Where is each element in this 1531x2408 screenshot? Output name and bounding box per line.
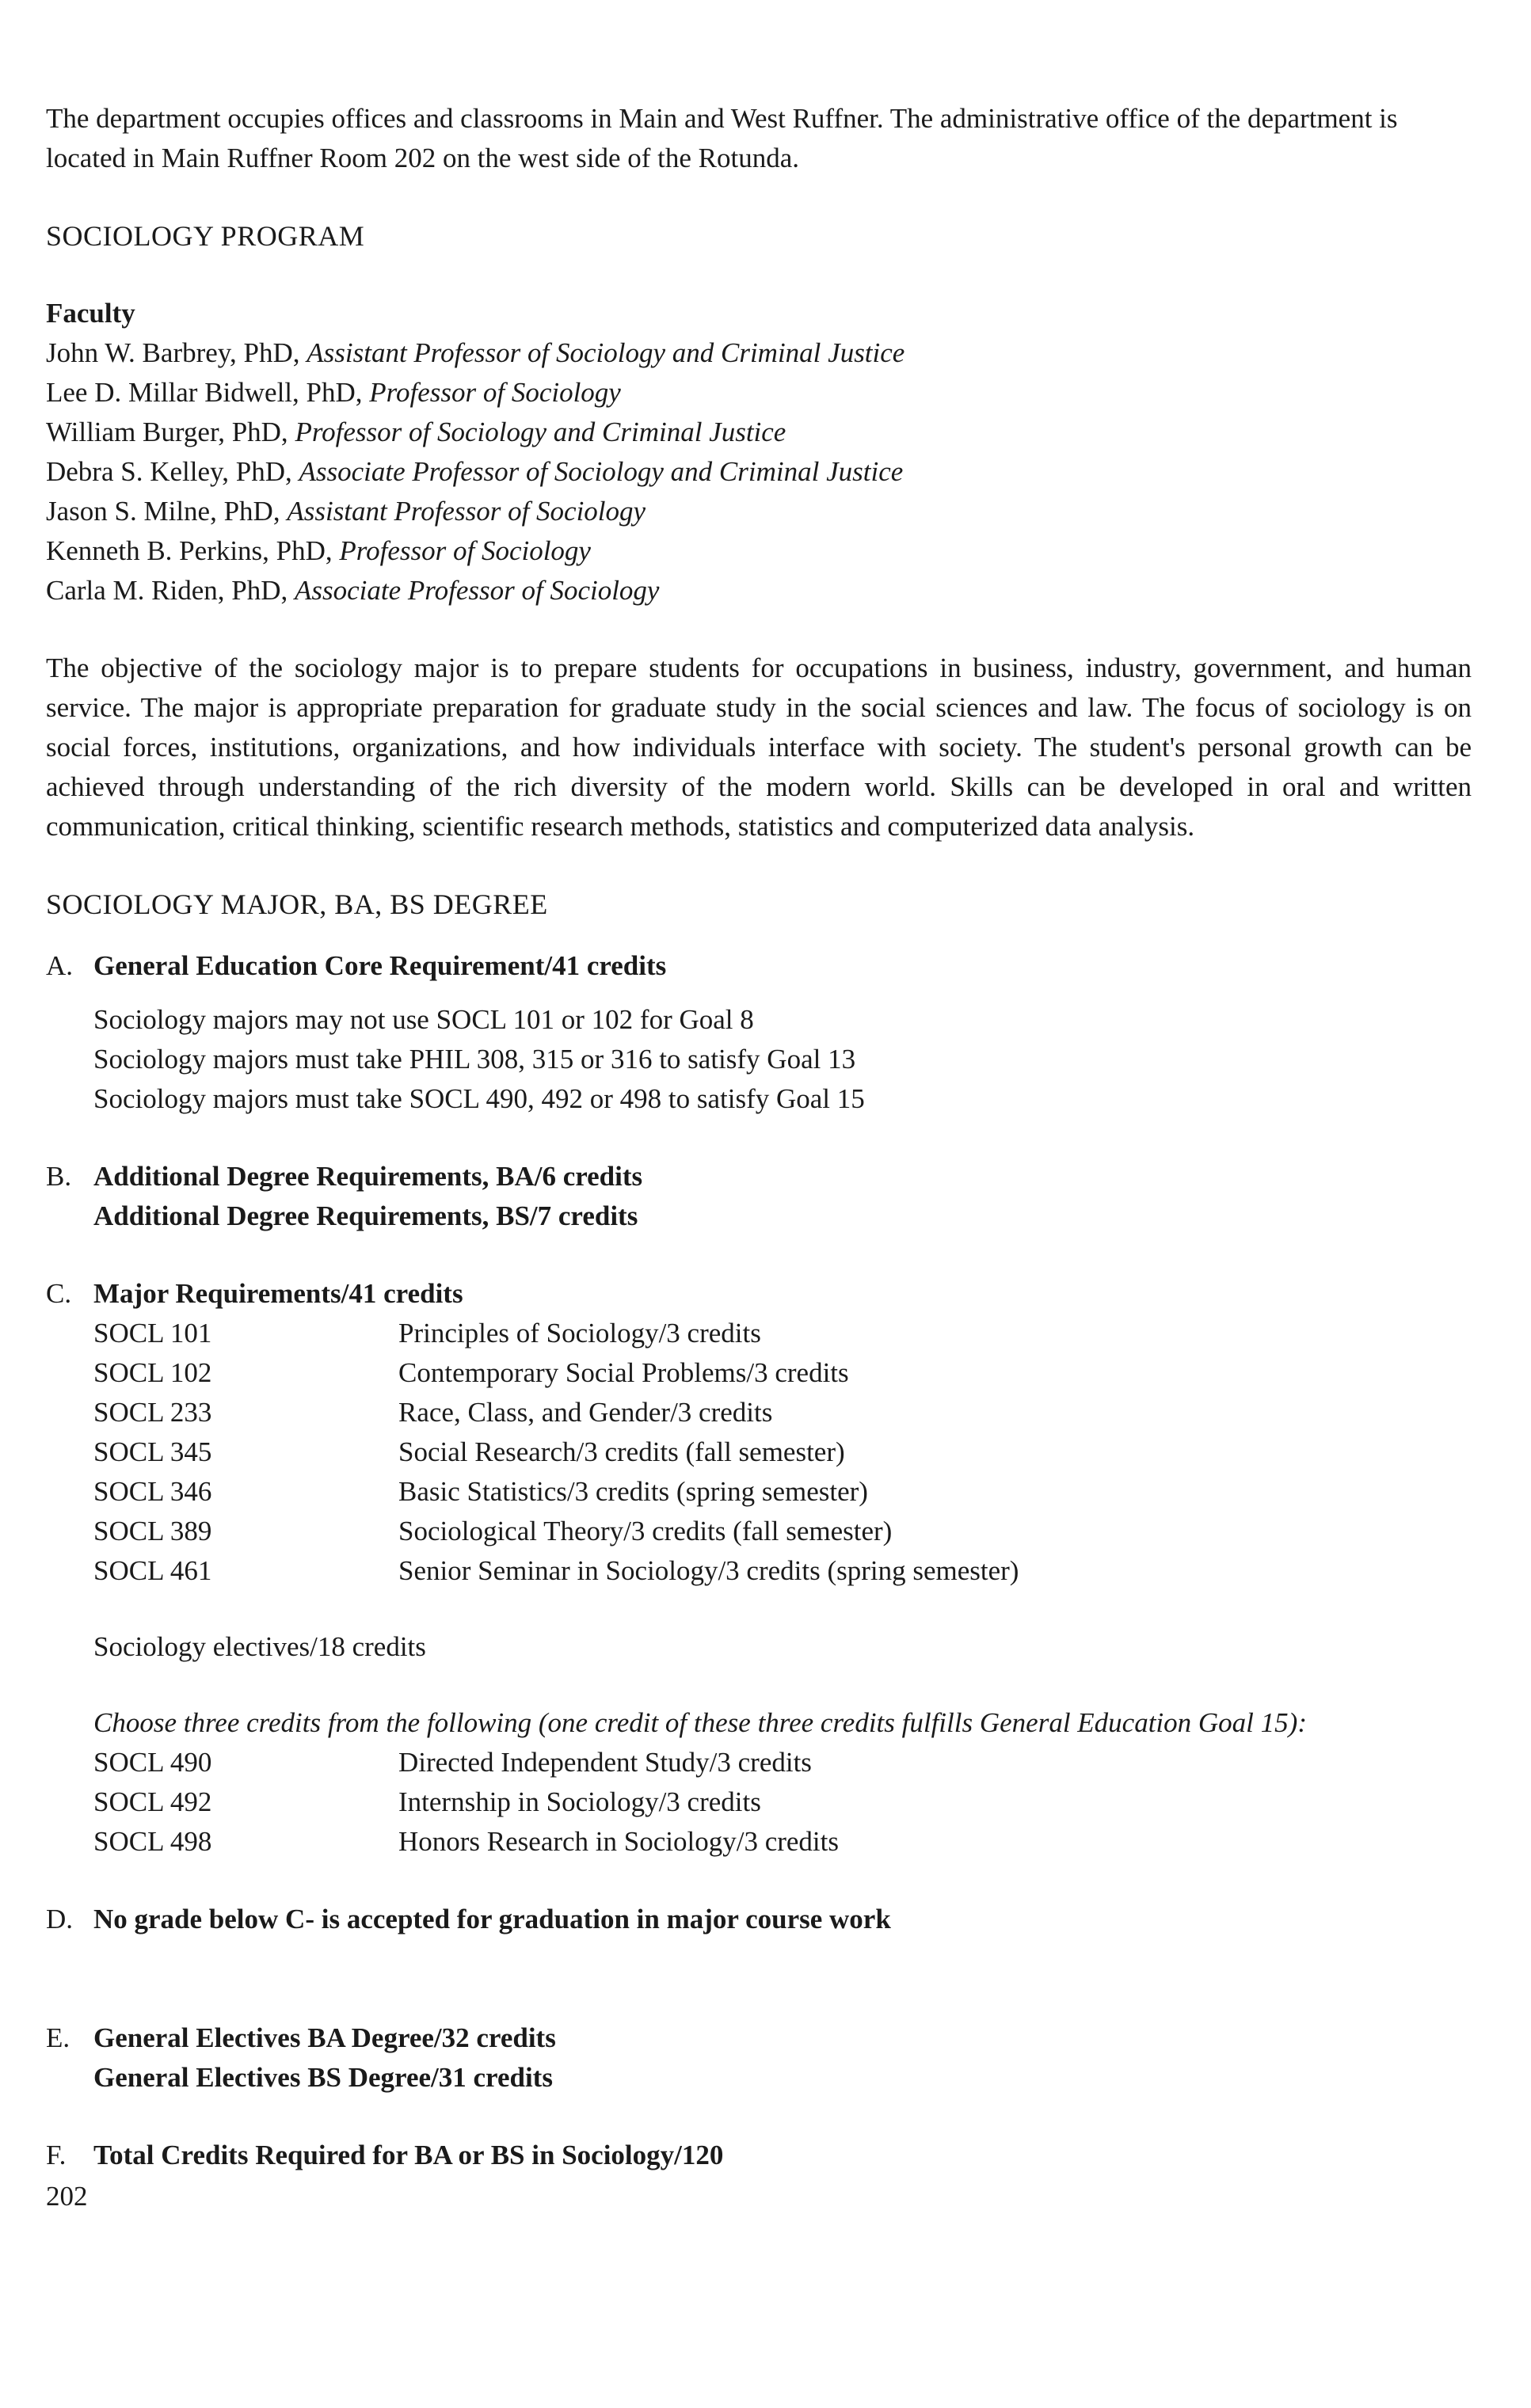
course-desc: Race, Class, and Gender/3 credits	[398, 1397, 773, 1428]
course-desc: Senior Seminar in Sociology/3 credits (spring semester)	[398, 1555, 1019, 1586]
section-letter: C.	[46, 1278, 72, 1309]
faculty-name: Carla M. Riden, PhD,	[46, 575, 295, 606]
section-letter: F.	[46, 2140, 67, 2170]
major-heading: SOCIOLOGY MAJOR, BA, BS DEGREE	[46, 888, 548, 920]
section-letter: A.	[46, 950, 74, 981]
section-a	[46, 946, 1472, 1119]
course-desc: Social Research/3 credits (fall semester)	[398, 1436, 845, 1467]
faculty-title-text: Assistant Professor of Sociology and Criminal Justice	[307, 337, 905, 368]
faculty-member	[46, 531, 1472, 571]
faculty-name: Debra S. Kelley, PhD,	[46, 456, 299, 487]
section-e	[46, 2018, 1472, 2098]
section-b-bs: Additional Degree Requirements, BS/7 credits	[93, 1200, 638, 1231]
section-d-text: No grade below C- is accepted for graduation in major course work	[93, 1904, 891, 1934]
course-desc: Contemporary Social Problems/3 credits	[398, 1357, 849, 1388]
course-row	[93, 1512, 1472, 1551]
faculty-member	[46, 333, 1472, 373]
section-e-bs: General Electives BS Degree/31 credits	[93, 2062, 553, 2093]
course-desc: Internship in Sociology/3 credits	[398, 1786, 761, 1817]
course-code: SOCL 101	[93, 1318, 212, 1349]
course-row	[93, 1822, 1472, 1862]
course-code: SOCL 233	[93, 1397, 212, 1428]
course-code: SOCL 490	[93, 1747, 212, 1778]
faculty-name: Lee D. Millar Bidwell, PhD,	[46, 377, 370, 408]
course-code: SOCL 498	[93, 1826, 212, 1857]
section-f-text: Total Credits Required for BA or BS in Sociology/120	[93, 2140, 724, 2170]
course-desc: Honors Research in Sociology/3 credits	[398, 1826, 840, 1857]
faculty-name: Jason S. Milne, PhD,	[46, 496, 288, 527]
course-row	[93, 1743, 1472, 1782]
page-number: 202	[46, 2181, 88, 2212]
program-heading: SOCIOLOGY PROGRAM	[46, 220, 365, 252]
faculty-member	[46, 571, 1472, 611]
section-a-note: Sociology majors must take SOCL 490, 492 or 498 to satisfy Goal 15	[93, 1083, 865, 1114]
faculty-title-text: Associate Professor of Sociology	[295, 575, 660, 606]
section-a-note: Sociology majors may not use SOCL 101 or 102 for Goal 8	[93, 1004, 754, 1035]
course-row	[93, 1393, 1472, 1432]
objective-paragraph: The objective of the sociology major is to prepare students for occupations in business, industry, government, and human service. The major is appropriate preparation for graduate study in the social sciences and law. The focus of sociology is on social forces, institutions, organizations, and how individuals interface with society. The student's personal growth can be achieved through understanding of the rich diversity of the modern world. Skills can be developed in oral and written communication, critical thinking, scientific research methods, statistics and computerized data analysis.	[46, 652, 1472, 842]
section-c-title: Major Requirements/41 credits	[93, 1278, 463, 1309]
faculty-title-text: Professor of Sociology and Criminal Justice	[295, 417, 786, 447]
course-row	[93, 1551, 1472, 1591]
section-e-ba: General Electives BA Degree/32 credits	[93, 2022, 556, 2053]
section-letter: E.	[46, 2022, 70, 2053]
faculty-name: John W. Barbrey, PhD,	[46, 337, 307, 368]
section-f	[46, 2136, 1472, 2175]
faculty-title-text: Professor of Sociology	[339, 535, 591, 566]
course-row	[93, 1314, 1472, 1353]
catalog-page	[46, 99, 1472, 2216]
section-b-ba: Additional Degree Requirements, BA/6 credits	[93, 1161, 643, 1192]
faculty-member	[46, 452, 1472, 492]
course-code: SOCL 345	[93, 1436, 212, 1467]
intro-paragraph: The department occupies offices and classrooms in Main and West Ruffner. The administrative office of the department is located in Main Ruffner Room 202 on the west side of the Rotunda.	[46, 103, 1398, 173]
course-code: SOCL 389	[93, 1516, 212, 1546]
section-letter: B.	[46, 1161, 72, 1192]
course-row	[93, 1782, 1472, 1822]
faculty-member	[46, 373, 1472, 413]
choose-instruction: Choose three credits from the following (one credit of these three credits fulfills General Education Goal 15):	[93, 1707, 1307, 1738]
section-a-title: General Education Core Requirement/41 credits	[93, 950, 667, 981]
sociology-electives: Sociology electives/18 credits	[93, 1631, 426, 1662]
faculty-member	[46, 492, 1472, 531]
section-d	[46, 1900, 1472, 1939]
course-code: SOCL 102	[93, 1357, 212, 1388]
section-a-note: Sociology majors must take PHIL 308, 315 or 316 to satisfy Goal 13	[93, 1044, 856, 1075]
course-code: SOCL 461	[93, 1555, 212, 1586]
section-b	[46, 1157, 1472, 1236]
faculty-member	[46, 413, 1472, 452]
course-desc: Principles of Sociology/3 credits	[398, 1318, 761, 1349]
course-desc: Sociological Theory/3 credits (fall semester)	[398, 1516, 893, 1546]
faculty-title-text: Assistant Professor of Sociology	[287, 496, 646, 527]
course-row	[93, 1472, 1472, 1512]
course-row	[93, 1432, 1472, 1472]
course-desc: Directed Independent Study/3 credits	[398, 1747, 812, 1778]
faculty-title-text: Professor of Sociology	[369, 377, 621, 408]
faculty-name: Kenneth B. Perkins, PhD,	[46, 535, 340, 566]
faculty-name: William Burger, PhD,	[46, 417, 295, 447]
faculty-title: Faculty	[46, 298, 135, 329]
section-c	[46, 1274, 1472, 1862]
faculty-section	[46, 294, 1472, 611]
course-code: SOCL 346	[93, 1476, 212, 1507]
faculty-title-text: Associate Professor of Sociology and Criminal Justice	[299, 456, 904, 487]
course-row	[93, 1353, 1472, 1393]
section-letter: D.	[46, 1904, 74, 1934]
course-code: SOCL 492	[93, 1786, 212, 1817]
course-desc: Basic Statistics/3 credits (spring semester)	[398, 1476, 868, 1507]
